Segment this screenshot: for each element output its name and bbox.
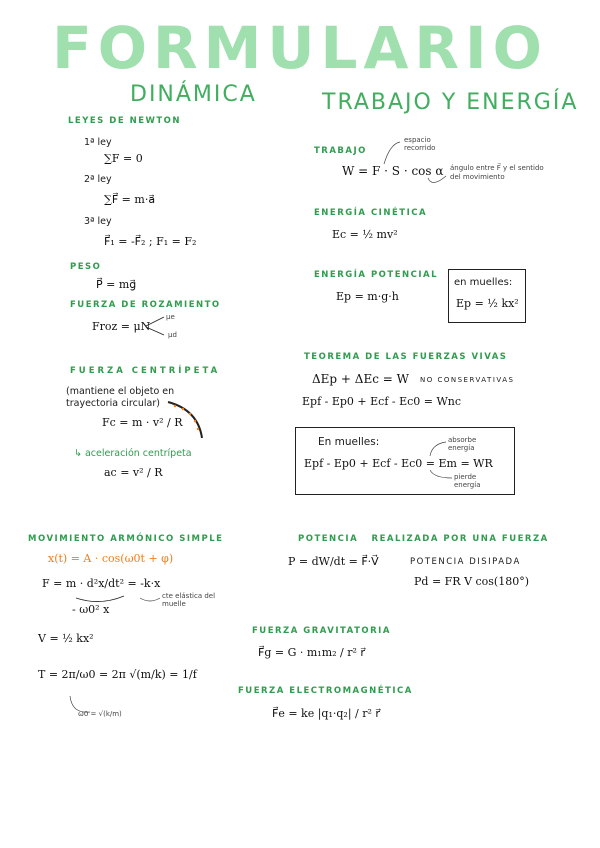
no-conservativas: NO CONSERVATIVAS [420, 376, 515, 384]
branch-arrow-mud [146, 327, 164, 335]
teorema-heading: TEOREMA DE LAS FUERZAS VIVAS [304, 352, 508, 362]
disipada-label: POTENCIA DISIPADA [410, 557, 521, 567]
acel-label: ↳ aceleración centrípeta [74, 448, 192, 459]
omega-arrow [70, 696, 90, 712]
box2-label: En muelles: [318, 436, 380, 448]
elec-heading: FUERZA ELECTROMAGNÉTICA [238, 686, 413, 696]
centripeta-note: (mantiene el objeto en trayectoria circular) [66, 386, 175, 409]
branch-arrow-mue [146, 317, 164, 326]
teorema-equation-2: Epf - Ep0 + Ecf - Ec0 = Wnc [302, 395, 462, 408]
espacio-note: espacio recorrido [404, 136, 436, 152]
mas-force-equation: F = m · d²x/dt² = -k·x [42, 577, 161, 590]
mas-period-equation: T = 2π/ω0 = 2π √(m/k) = 1/f [38, 668, 197, 681]
acel-text: aceleración centrípeta [84, 448, 192, 459]
potencia-equation: P = dW/dt = F⃗·V⃗ [288, 555, 379, 568]
omega-note: ω0 = √(k/m) [78, 710, 122, 718]
section-trabajo: TRABAJO Y ENERGÍA [322, 90, 579, 115]
mas-brace [76, 596, 124, 602]
absorbe-note: absorbe energía [448, 436, 477, 452]
cte-arrow [140, 598, 160, 601]
muelles-label: en muelles: [454, 277, 513, 288]
angulo-arrow [428, 176, 446, 183]
grav-equation: F⃗g = G · m₁m₂ / r² r⃗ [258, 646, 365, 659]
leyes-heading: LEYES DE NEWTON [68, 116, 182, 126]
ley2-label: 2ª ley [84, 174, 112, 185]
ley3-label: 3ª ley [84, 216, 112, 227]
teorema-equation: ΔEp + ΔEc = W [312, 372, 409, 386]
rozamiento-equation: Froz = μN [92, 320, 151, 333]
cte-note: cte elástica del muelle [162, 592, 216, 608]
acel-equation: ac = v² / R [104, 466, 163, 479]
box2-equation: Epf - Ep0 + Ecf - Ec0 = Em = WR [304, 457, 493, 470]
potencial-heading: ENERGÍA POTENCIAL [314, 270, 439, 280]
mas-energy-equation: V = ½ kx² [38, 632, 94, 645]
peso-heading: PESO [70, 262, 102, 272]
disipada-equation: Pd = FR V cos(180°) [414, 575, 530, 588]
peso-equation: P⃗ = mg⃗ [96, 278, 137, 291]
mu-dinamico: μd [168, 331, 177, 339]
mas-heading: MOVIMIENTO ARMÓNICO SIMPLE [28, 534, 224, 544]
centripetal-ticks [174, 405, 199, 430]
circular-arc [168, 402, 202, 438]
mas-omega-term: - ω0² x [72, 603, 110, 616]
elec-equation: F⃗e = ke |q₁·q₂| / r² r⃗ [272, 707, 380, 720]
pierde-note: pierde energía [454, 473, 481, 489]
potencia-label: POTENCIA [298, 534, 359, 544]
angulo-note: ángulo entre F⃗ y el sentido del movimiento [450, 164, 544, 181]
potencial-equation: Ep = m·g·h [336, 290, 399, 303]
rozamiento-heading: FUERZA DE ROZAMIENTO [70, 300, 221, 310]
potencia-sub: REALIZADA POR UNA FUERZA [371, 534, 549, 544]
cinetica-equation: Ec = ½ mv² [332, 228, 398, 241]
ley3-equation: F⃗₁ = -F⃗₂ ; F₁ = F₂ [104, 235, 197, 248]
grav-heading: FUERZA GRAVITATORIA [252, 626, 391, 636]
ley1-label: 1ª ley [84, 137, 112, 148]
ley2-equation: ∑F⃗ = m·a⃗ [104, 193, 156, 206]
muelles-equation: Ep = ½ kx² [456, 297, 519, 310]
trabajo-equation: W = F · S · cos α [342, 164, 444, 178]
centripeta-equation: Fc = m · v² / R [102, 416, 183, 429]
mas-position-equation: x(t) = A · cos(ω0t + φ) [48, 552, 174, 565]
espacio-arrow [384, 142, 400, 164]
mu-estatico: μe [166, 313, 175, 321]
ley1-equation: ∑F = 0 [104, 152, 143, 165]
section-dinamica: DINÁMICA [130, 82, 257, 107]
absorbe-arrow [430, 442, 446, 456]
page-title: FORMULARIO [52, 14, 548, 82]
trabajo-heading: TRABAJO [314, 146, 367, 156]
cinetica-heading: ENERGÍA CINÉTICA [314, 208, 428, 218]
centripeta-heading: FUERZA CENTRÍPETA [70, 366, 221, 376]
pierde-arrow [430, 470, 452, 478]
